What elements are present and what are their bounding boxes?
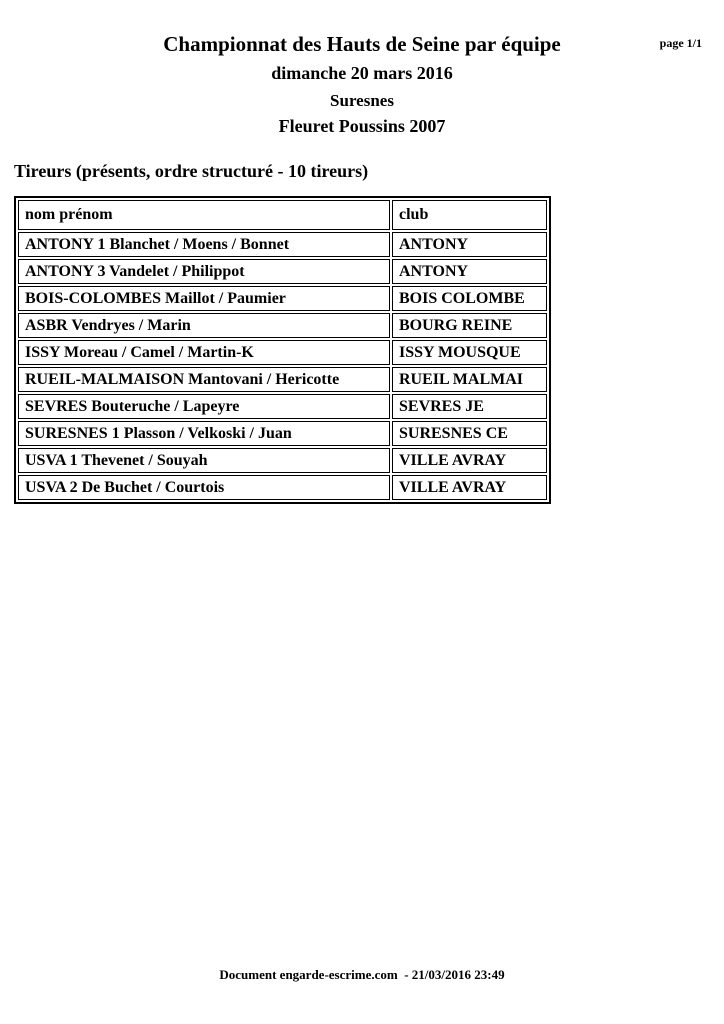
page-indicator: page 1/1 <box>659 36 702 50</box>
table-row <box>18 286 547 311</box>
cell-club: SEVRES JE <box>392 394 547 419</box>
document-footer: Document engarde-escrime.com - 21/03/2016 23:49 <box>219 967 505 982</box>
table-row <box>18 367 547 392</box>
tireurs-table-body <box>18 232 547 500</box>
document-category: Fleuret Poussins 2007 <box>278 116 446 136</box>
cell-nom-prenom: ISSY Moreau / Camel / Martin-K <box>18 340 390 365</box>
table-row <box>18 448 547 473</box>
cell-nom-prenom: ASBR Vendryes / Marin <box>18 313 390 338</box>
table-row <box>18 232 547 257</box>
cell-nom-prenom: USVA 1 Thevenet / Souyah <box>18 448 390 473</box>
cell-club: RUEIL MALMAI <box>392 367 547 392</box>
cell-nom-prenom: USVA 2 De Buchet / Courtois <box>18 475 390 500</box>
document-title: Championnat des Hauts de Seine par équipe <box>163 32 561 56</box>
cell-club: ANTONY <box>392 232 547 257</box>
column-header-club: club <box>392 200 547 230</box>
tireurs-section-heading: Tireurs (présents, ordre structuré - 10 tireurs) <box>14 161 369 181</box>
table-row <box>18 475 547 500</box>
table-row <box>18 340 547 365</box>
column-header-nom-prenom: nom prénom <box>18 200 390 230</box>
tireurs-table <box>14 196 551 504</box>
table-row <box>18 421 547 446</box>
cell-nom-prenom: RUEIL-MALMAISON Mantovani / Hericotte <box>18 367 390 392</box>
cell-nom-prenom: SEVRES Bouteruche / Lapeyre <box>18 394 390 419</box>
document-date: dimanche 20 mars 2016 <box>271 63 453 83</box>
cell-club: ISSY MOUSQUE <box>392 340 547 365</box>
cell-club: VILLE AVRAY <box>392 448 547 473</box>
cell-club: ANTONY <box>392 259 547 284</box>
table-row <box>18 313 547 338</box>
cell-club: BOIS COLOMBE <box>392 286 547 311</box>
cell-club: BOURG REINE <box>392 313 547 338</box>
table-row <box>18 394 547 419</box>
cell-nom-prenom: BOIS-COLOMBES Maillot / Paumier <box>18 286 390 311</box>
table-row <box>18 259 547 284</box>
cell-club: SURESNES CE <box>392 421 547 446</box>
cell-nom-prenom: ANTONY 3 Vandelet / Philippot <box>18 259 390 284</box>
cell-nom-prenom: ANTONY 1 Blanchet / Moens / Bonnet <box>18 232 390 257</box>
document-location: Suresnes <box>330 91 394 110</box>
cell-nom-prenom: SURESNES 1 Plasson / Velkoski / Juan <box>18 421 390 446</box>
table-header-row <box>18 200 547 230</box>
cell-club: VILLE AVRAY <box>392 475 547 500</box>
